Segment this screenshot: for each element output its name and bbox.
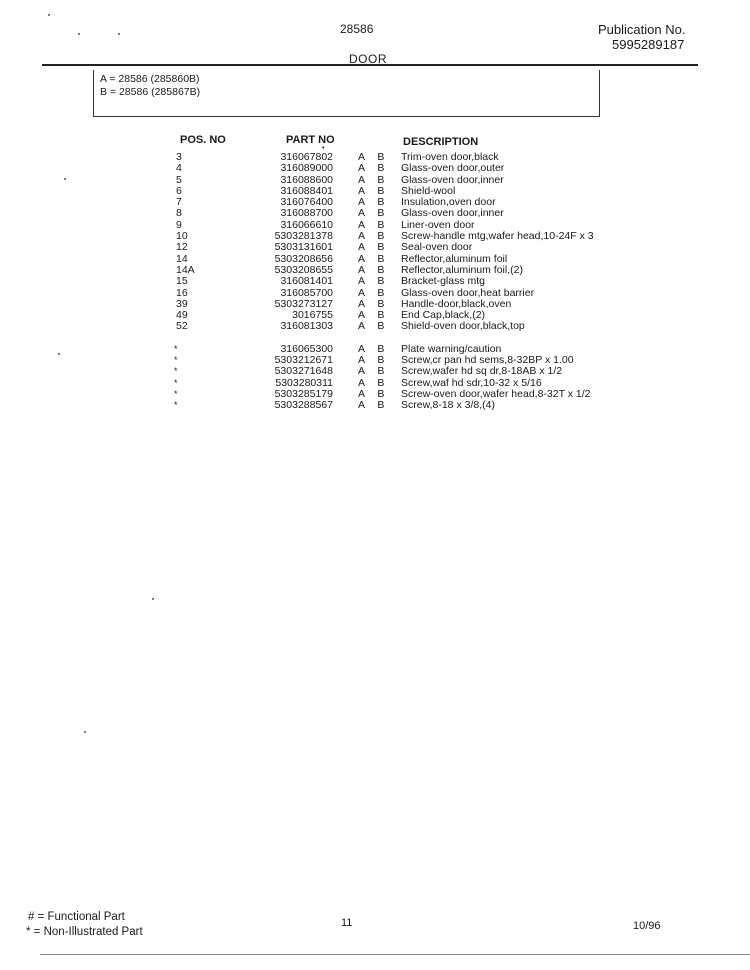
- pos-cell: 8: [176, 207, 182, 220]
- description-cell: Screw-oven door,wafer head,8-32T x 1/2: [401, 387, 591, 400]
- description-cell: Screw,cr pan hd sems,8-32BP x 1.00: [401, 354, 574, 367]
- part-number-cell: 316067802: [280, 151, 333, 163]
- description-cell: Bracket-glass mtg: [401, 275, 486, 288]
- legend-non-illustrated: * = Non-Illustrated Part: [26, 926, 143, 938]
- part-number-cell: 5303208656: [274, 252, 333, 265]
- scan-speck: [118, 33, 120, 35]
- scan-speck: [58, 353, 60, 355]
- model-applicability-cell: A B: [358, 173, 390, 186]
- publication-label: Publication No.: [598, 22, 686, 37]
- model-applicability-cell: A B: [358, 151, 390, 163]
- part-number-cell: 316088600: [280, 173, 333, 186]
- description-cell: Plate warning/caution: [401, 342, 502, 355]
- description-cell: Glass-oven door,outer: [401, 162, 505, 175]
- model-legend-box: [93, 70, 600, 117]
- non-illustrated-row: [0, 366, 750, 377]
- description-cell: Shield-oven door,black,top: [401, 320, 525, 333]
- part-number-cell: 316089000: [280, 162, 333, 175]
- model-applicability-cell: A B: [358, 162, 390, 175]
- header-mark: •: [322, 145, 325, 152]
- pos-cell: 14: [176, 252, 188, 265]
- part-number-cell: 316065300: [280, 342, 333, 355]
- pos-cell: 49: [176, 309, 188, 322]
- description-cell: Trim-oven door,black: [401, 151, 499, 163]
- part-number-cell: 316085700: [280, 286, 333, 299]
- model-applicability-cell: A B: [358, 365, 390, 378]
- model-applicability-cell: A B: [358, 309, 390, 322]
- description-cell: End Cap,black,(2): [401, 309, 486, 322]
- pos-cell: 10: [176, 230, 188, 243]
- description-cell: Reflector,aluminum foil,(2): [401, 263, 523, 276]
- model-applicability-cell: A B: [358, 286, 390, 299]
- legend-functional: # = Functional Part: [28, 911, 125, 923]
- part-number-cell: 5303271648: [274, 365, 333, 378]
- model-number: 28586: [340, 22, 374, 36]
- scan-speck: [152, 598, 154, 600]
- model-applicability-cell: A B: [358, 275, 390, 288]
- part-row: [0, 276, 750, 287]
- part-row: [0, 321, 750, 332]
- non-illustrated-row: [0, 400, 750, 411]
- model-legend-b: B = 28586 (285867B): [100, 86, 201, 98]
- pos-cell: 16: [176, 286, 188, 299]
- part-number-cell: 316088700: [280, 207, 333, 220]
- part-number-cell: 5303212671: [274, 354, 333, 367]
- pos-cell: *: [174, 343, 178, 354]
- model-applicability-cell: A B: [358, 184, 390, 197]
- model-applicability-cell: A B: [358, 376, 390, 389]
- part-number-cell: 316076400: [280, 196, 333, 209]
- model-applicability-cell: A B: [358, 342, 390, 355]
- description-cell: Reflector,aluminum foil: [401, 252, 508, 265]
- pos-cell: 15: [176, 275, 188, 288]
- model-applicability-cell: A B: [358, 399, 390, 412]
- section-title: DOOR: [349, 52, 387, 66]
- part-number-cell: 5303285179: [274, 387, 333, 400]
- part-number-cell: 316088401: [280, 184, 333, 197]
- publication-number: 5995289187: [612, 37, 685, 52]
- page-number: 11: [341, 917, 353, 929]
- header-divider: [42, 64, 698, 66]
- bottom-edge-line: [40, 954, 750, 955]
- scan-speck: [48, 14, 50, 16]
- model-legend-a: A = 28586 (285860B): [100, 73, 200, 85]
- part-number-cell: 316066610: [280, 218, 333, 231]
- model-applicability-cell: A B: [358, 387, 390, 400]
- description-cell: Glass-oven door,inner: [401, 207, 504, 220]
- part-number-cell: 5303131601: [274, 241, 333, 254]
- pos-cell: *: [174, 388, 178, 399]
- model-applicability-cell: A B: [358, 354, 390, 367]
- model-applicability-cell: A B: [358, 263, 390, 276]
- pos-cell: 6: [176, 184, 182, 197]
- model-applicability-cell: A B: [358, 196, 390, 209]
- pos-cell: 12: [176, 241, 188, 254]
- model-applicability-cell: A B: [358, 320, 390, 333]
- pos-cell: 39: [176, 297, 188, 310]
- model-applicability-cell: A B: [358, 230, 390, 243]
- scan-speck: [64, 178, 66, 180]
- description-cell: Shield-wool: [401, 184, 456, 197]
- model-applicability-cell: A B: [358, 241, 390, 254]
- model-applicability-cell: A B: [358, 297, 390, 310]
- description-cell: Screw,waf hd sdr,10-32 x 5/16: [401, 376, 542, 389]
- description-cell: Liner-oven door: [401, 218, 475, 231]
- parts-table: [0, 152, 750, 412]
- model-applicability-cell: A B: [358, 207, 390, 220]
- pos-cell: *: [174, 400, 178, 411]
- pos-cell: 14A: [176, 263, 195, 276]
- model-applicability-cell: A B: [358, 218, 390, 231]
- description-cell: Screw,8-18 x 3/8,(4): [401, 399, 495, 412]
- pos-cell: 52: [176, 320, 188, 333]
- part-number-cell: 316081401: [280, 275, 333, 288]
- description-cell: Screw,wafer hd sq dr,8-18AB x 1/2: [401, 365, 563, 378]
- part-number-cell: 5303208655: [274, 263, 333, 276]
- pos-cell: 3: [176, 151, 182, 163]
- pos-cell: 7: [176, 196, 182, 209]
- column-header-part: PART NO: [286, 134, 335, 146]
- part-number-cell: 5303280311: [275, 376, 333, 389]
- column-header-pos: POS. NO: [180, 134, 226, 146]
- part-number-cell: 5303273127: [274, 297, 333, 310]
- pos-cell: *: [174, 355, 178, 366]
- pos-cell: 5: [176, 173, 182, 186]
- part-number-cell: 3016755: [292, 309, 333, 322]
- pos-cell: *: [174, 377, 178, 388]
- part-row: [0, 163, 750, 174]
- scan-speck: [78, 33, 80, 35]
- pos-cell: 9: [176, 218, 182, 231]
- pos-cell: *: [174, 366, 178, 377]
- description-cell: Insulation,oven door: [401, 196, 496, 209]
- description-cell: Seal-oven door: [401, 241, 473, 254]
- part-number-cell: 5303288567: [274, 399, 333, 412]
- part-number-cell: 5303281378: [274, 230, 333, 243]
- description-cell: Glass-oven door,heat barrier: [401, 286, 535, 299]
- model-applicability-cell: A B: [358, 252, 390, 265]
- revision-date: 10/96: [633, 920, 661, 932]
- description-cell: Glass-oven door,inner: [401, 173, 504, 186]
- part-row: [0, 242, 750, 253]
- pos-cell: 4: [176, 162, 182, 175]
- description-cell: Handle-door,black,oven: [401, 297, 512, 310]
- scan-speck: [84, 731, 86, 733]
- column-header-description: DESCRIPTION: [403, 136, 479, 148]
- description-cell: Screw-handle mtg,wafer head,10-24F x 3: [401, 230, 594, 243]
- part-number-cell: 316081303: [280, 320, 333, 333]
